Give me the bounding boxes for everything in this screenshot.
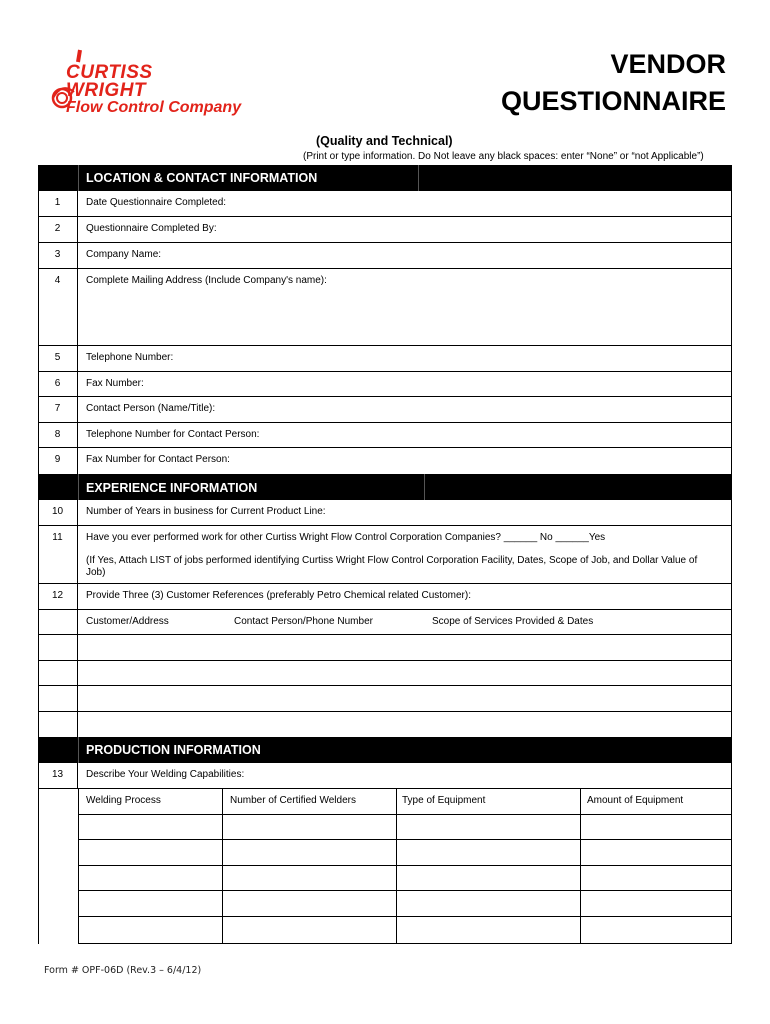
row-number: 9 — [38, 448, 78, 474]
row-number: 13 — [38, 763, 78, 788]
row-label: Telephone Number for Contact Person: — [86, 429, 260, 440]
row-number — [38, 635, 78, 660]
table-row[interactable] — [38, 397, 732, 423]
table-row[interactable] — [38, 500, 732, 526]
row-number: 5 — [38, 346, 78, 371]
form-number-footer: Form # OPF-06D (Rev.3 – 6/4/12) — [44, 965, 202, 976]
row-number: 2 — [38, 217, 78, 242]
welding-row[interactable] — [78, 866, 732, 891]
row-label: Describe Your Welding Capabilities: — [86, 769, 245, 780]
table-row[interactable] — [38, 243, 732, 269]
row-number: 1 — [38, 191, 78, 216]
row-number: 8 — [38, 423, 78, 447]
table-row[interactable] — [38, 372, 732, 397]
row-label: Date Questionnaire Completed: — [86, 197, 227, 208]
table-row[interactable] — [38, 584, 732, 610]
column-header-equipment-type: Type of Equipment — [402, 795, 486, 806]
logo-text-company: Flow Control Company — [66, 99, 242, 116]
header-divider — [78, 165, 79, 191]
row-note-cont: Job) — [86, 567, 106, 578]
row-number: 3 — [38, 243, 78, 268]
row-label: Fax Number for Contact Person: — [86, 454, 230, 465]
table-row[interactable] — [38, 346, 732, 372]
header-divider — [78, 737, 79, 763]
welding-row[interactable] — [78, 891, 732, 917]
row-label: Fax Number: — [86, 378, 144, 389]
column-header-customer: Customer/Address — [86, 616, 169, 627]
row-number: 12 — [38, 584, 78, 609]
header-divider — [418, 165, 419, 191]
table-row[interactable] — [38, 448, 732, 474]
welding-row[interactable] — [78, 815, 732, 840]
row-number — [38, 610, 78, 634]
row-number: 10 — [38, 500, 78, 525]
table-row[interactable] — [38, 763, 732, 789]
section-header-location — [38, 165, 732, 191]
section-title-experience: EXPERIENCE INFORMATION — [86, 481, 258, 495]
form-title — [501, 46, 726, 120]
welding-header-row — [78, 789, 732, 815]
reference-row[interactable] — [38, 661, 732, 686]
row-number: 7 — [38, 397, 78, 422]
form-instructions: (Print or type information. Do Not leave any black spaces: enter “None” or “not Applicable”) — [303, 151, 704, 162]
section-header-experience — [38, 474, 732, 500]
column-header-contact: Contact Person/Phone Number — [234, 616, 373, 627]
welding-grid — [78, 789, 732, 944]
title-line-1: VENDOR — [610, 49, 726, 79]
company-logo — [48, 44, 268, 122]
section-title-production: PRODUCTION INFORMATION — [86, 743, 261, 757]
row-number: 4 — [38, 269, 78, 345]
section-title-location: LOCATION & CONTACT INFORMATION — [86, 171, 318, 185]
title-line-2: QUESTIONNAIRE — [500, 86, 726, 116]
questionnaire-table — [38, 165, 732, 945]
row-number — [38, 712, 78, 737]
logo-text-curtiss: CURTISS — [66, 62, 153, 83]
table-row-address[interactable] — [38, 269, 732, 346]
column-header-equipment-amount: Amount of Equipment — [587, 795, 684, 806]
welding-row[interactable] — [78, 917, 732, 944]
row-number — [38, 661, 78, 685]
row-label: Company Name: — [86, 249, 162, 260]
row-number: 6 — [38, 372, 78, 396]
row-label: Telephone Number: — [86, 352, 174, 363]
reference-row[interactable] — [38, 686, 732, 712]
header-divider — [78, 474, 79, 500]
table-row[interactable] — [38, 217, 732, 243]
table-row[interactable] — [38, 423, 732, 448]
welding-row[interactable] — [78, 840, 732, 866]
row-label: Contact Person (Name/Title): — [86, 403, 216, 414]
references-header-row — [38, 610, 732, 635]
header-divider — [424, 474, 425, 500]
form-subtitle: (Quality and Technical) — [316, 134, 453, 148]
row-label: Provide Three (3) Customer References (preferably Petro Chemical related Customer): — [86, 590, 471, 601]
table-row-prior-work[interactable] — [38, 526, 732, 584]
row-label: Number of Years in business for Current Product Line: — [86, 506, 326, 517]
column-header-welders: Number of Certified Welders — [230, 795, 356, 806]
reference-row[interactable] — [38, 635, 732, 661]
row-number: 11 — [38, 526, 78, 583]
logo-text-wright: WRIGHT — [66, 80, 147, 101]
row-label: Complete Mailing Address (Include Company's name): — [86, 275, 327, 286]
row-note: (If Yes, Attach LIST of jobs performed identifying Curtiss Wright Flow Control Corporation Facility, Dates, Scope of Job, and Dollar Value of — [86, 555, 698, 566]
reference-row[interactable] — [38, 712, 732, 737]
column-header-process: Welding Process — [86, 795, 161, 806]
row-label: Have you ever performed work for other Curtiss Wright Flow Control Corporation Companies? ______ No ______Yes — [86, 532, 606, 543]
table-row[interactable] — [38, 191, 732, 217]
row-label: Questionnaire Completed By: — [86, 223, 217, 234]
row-number — [38, 686, 78, 711]
section-header-production — [38, 737, 732, 763]
column-header-scope: Scope of Services Provided & Dates — [432, 616, 594, 627]
